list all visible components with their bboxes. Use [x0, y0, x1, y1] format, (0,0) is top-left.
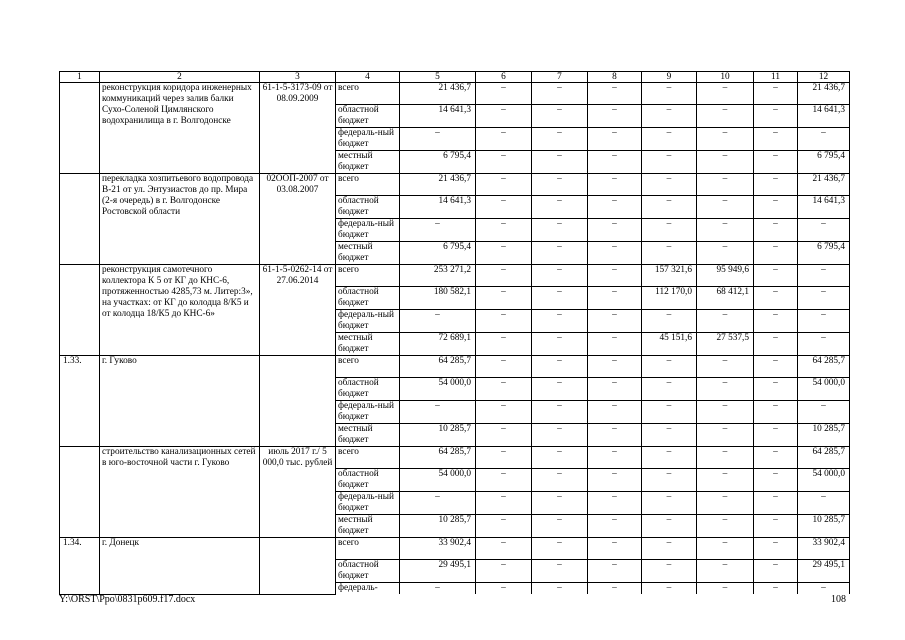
amount-cell: – [697, 515, 754, 538]
amount-cell: – [588, 174, 642, 196]
amount-cell: – [697, 378, 754, 401]
amount-cell: – [588, 378, 642, 401]
amount-cell: – [754, 151, 798, 174]
amount-cell: 95 949,6 [697, 265, 754, 287]
amount-cell: – [588, 242, 642, 265]
amount-cell: – [697, 560, 754, 583]
amount-cell: – [476, 424, 532, 447]
document-reference [260, 356, 336, 447]
amount-cell: 45 151,6 [642, 333, 697, 356]
table-row [60, 447, 850, 469]
amount-cell: – [798, 219, 850, 242]
amount-cell: 64 285,7 [798, 356, 850, 378]
amount-cell: – [697, 356, 754, 378]
amount-cell: – [642, 447, 697, 469]
amount-cell: – [400, 492, 476, 515]
item-number: 1.34. [60, 538, 100, 595]
amount-cell: – [532, 333, 588, 356]
funding-source: федераль-ный бюджет [336, 128, 400, 151]
amount-cell: 6 795,4 [400, 242, 476, 265]
amount-cell: – [754, 492, 798, 515]
funding-source: областной бюджет [336, 105, 400, 128]
funding-source: местный бюджет [336, 333, 400, 356]
column-header: 7 [532, 72, 588, 83]
amount-cell: – [754, 83, 798, 105]
amount-cell: – [532, 287, 588, 310]
amount-cell: – [532, 469, 588, 492]
object-name: реконструкция коридора инженерных коммуникаций через залив балки Сухо-Соленой Цимлянского водохранилища в г. Волгодонске [100, 83, 260, 174]
item-number: 1.33. [60, 356, 100, 447]
column-header: 9 [642, 72, 697, 83]
amount-cell: – [532, 174, 588, 196]
amount-cell: – [588, 128, 642, 151]
amount-cell: – [798, 492, 850, 515]
amount-cell: – [476, 151, 532, 174]
amount-cell: – [476, 401, 532, 424]
amount-cell: – [532, 538, 588, 560]
amount-cell: 14 641,3 [400, 105, 476, 128]
amount-cell: 68 412,1 [697, 287, 754, 310]
funding-source: местный бюджет [336, 242, 400, 265]
amount-cell: – [588, 287, 642, 310]
amount-cell: – [798, 310, 850, 333]
file-path-footer: Y:\ORST\Ppo\0831p609.f17.docx [59, 594, 196, 605]
amount-cell: – [588, 469, 642, 492]
amount-cell: – [476, 83, 532, 105]
amount-cell: 10 285,7 [798, 515, 850, 538]
amount-cell: – [697, 492, 754, 515]
amount-cell: – [400, 401, 476, 424]
amount-cell: – [588, 151, 642, 174]
amount-cell: – [642, 151, 697, 174]
item-number [60, 265, 100, 356]
document-reference: июль 2017 г./ 5 000,0 тыс. рублей [260, 447, 336, 538]
amount-cell: – [697, 583, 754, 595]
amount-cell: – [532, 401, 588, 424]
table-row [60, 83, 850, 105]
amount-cell: – [532, 356, 588, 378]
amount-cell: 6 795,4 [798, 242, 850, 265]
amount-cell: – [476, 219, 532, 242]
amount-cell: 21 436,7 [798, 83, 850, 105]
table-row [60, 356, 850, 378]
funding-source: всего [336, 447, 400, 469]
amount-cell: 14 641,3 [400, 196, 476, 219]
amount-cell: – [798, 583, 850, 595]
amount-cell: – [754, 287, 798, 310]
amount-cell: – [754, 242, 798, 265]
amount-cell: – [697, 219, 754, 242]
amount-cell: – [798, 333, 850, 356]
amount-cell: – [754, 560, 798, 583]
amount-cell: 33 902,4 [798, 538, 850, 560]
amount-cell: – [476, 515, 532, 538]
amount-cell: – [642, 196, 697, 219]
amount-cell: – [532, 219, 588, 242]
amount-cell: – [642, 515, 697, 538]
amount-cell: – [532, 265, 588, 287]
amount-cell: – [476, 287, 532, 310]
amount-cell: 54 000,0 [400, 469, 476, 492]
amount-cell: – [642, 378, 697, 401]
funding-source: федераль-ный бюджет [336, 219, 400, 242]
amount-cell: – [588, 356, 642, 378]
funding-source: областной бюджет [336, 287, 400, 310]
header-row [60, 72, 850, 83]
amount-cell: 64 285,7 [400, 356, 476, 378]
column-header: 11 [754, 72, 798, 83]
amount-cell: – [798, 265, 850, 287]
amount-cell: – [476, 469, 532, 492]
column-header: 10 [697, 72, 754, 83]
amount-cell: – [754, 538, 798, 560]
object-name: г. Донецк [100, 538, 260, 595]
amount-cell: – [642, 424, 697, 447]
amount-cell: – [642, 356, 697, 378]
funding-source: местный бюджет [336, 515, 400, 538]
amount-cell: – [754, 515, 798, 538]
amount-cell: – [642, 219, 697, 242]
amount-cell: – [532, 151, 588, 174]
amount-cell: 29 495,1 [400, 560, 476, 583]
amount-cell: – [697, 83, 754, 105]
amount-cell: – [532, 105, 588, 128]
amount-cell: – [532, 583, 588, 595]
funding-source: федераль-ный бюджет [336, 310, 400, 333]
amount-cell: – [476, 538, 532, 560]
amount-cell: 54 000,0 [798, 378, 850, 401]
amount-cell: – [642, 242, 697, 265]
column-header: 4 [336, 72, 400, 83]
budget-table [59, 71, 850, 595]
amount-cell: – [754, 333, 798, 356]
amount-cell: – [476, 560, 532, 583]
item-number [60, 447, 100, 538]
amount-cell: – [697, 424, 754, 447]
amount-cell: – [642, 128, 697, 151]
amount-cell: – [532, 378, 588, 401]
amount-cell: – [798, 287, 850, 310]
amount-cell: – [476, 492, 532, 515]
amount-cell: – [642, 310, 697, 333]
funding-source: областной бюджет [336, 378, 400, 401]
column-header: 6 [476, 72, 532, 83]
amount-cell: – [400, 219, 476, 242]
amount-cell: – [476, 333, 532, 356]
amount-cell: – [697, 174, 754, 196]
column-header: 2 [100, 72, 260, 83]
amount-cell: – [532, 128, 588, 151]
amount-cell: – [697, 196, 754, 219]
amount-cell: – [532, 83, 588, 105]
amount-cell: – [400, 128, 476, 151]
amount-cell: – [476, 265, 532, 287]
column-header: 3 [260, 72, 336, 83]
amount-cell: 72 689,1 [400, 333, 476, 356]
funding-source: всего [336, 538, 400, 560]
amount-cell: – [476, 583, 532, 595]
document-reference [260, 538, 336, 595]
amount-cell: – [476, 242, 532, 265]
amount-cell: 6 795,4 [798, 151, 850, 174]
table-row [60, 538, 850, 560]
amount-cell: – [754, 128, 798, 151]
item-number [60, 174, 100, 265]
funding-source: областной бюджет [336, 196, 400, 219]
amount-cell: – [400, 583, 476, 595]
item-number [60, 83, 100, 174]
amount-cell: – [697, 447, 754, 469]
amount-cell: – [642, 105, 697, 128]
amount-cell: – [754, 378, 798, 401]
column-header: 5 [400, 72, 476, 83]
funding-source: всего [336, 265, 400, 287]
funding-source: областной бюджет [336, 560, 400, 583]
amount-cell: 112 170,0 [642, 287, 697, 310]
amount-cell: – [588, 333, 642, 356]
amount-cell: 10 285,7 [400, 424, 476, 447]
amount-cell: – [532, 310, 588, 333]
amount-cell: 6 795,4 [400, 151, 476, 174]
document-table-wrapper [59, 71, 850, 595]
amount-cell: – [588, 447, 642, 469]
amount-cell: – [754, 310, 798, 333]
amount-cell: – [642, 174, 697, 196]
amount-cell: 29 495,1 [798, 560, 850, 583]
amount-cell: – [754, 401, 798, 424]
amount-cell: – [798, 128, 850, 151]
funding-source: областной бюджет [336, 469, 400, 492]
table-row [60, 265, 850, 287]
amount-cell: – [476, 196, 532, 219]
amount-cell: – [754, 265, 798, 287]
amount-cell: – [476, 128, 532, 151]
amount-cell: – [532, 492, 588, 515]
amount-cell: – [588, 583, 642, 595]
amount-cell: – [697, 401, 754, 424]
column-header: 8 [588, 72, 642, 83]
funding-source: местный бюджет [336, 424, 400, 447]
amount-cell: – [588, 265, 642, 287]
amount-cell: – [642, 401, 697, 424]
amount-cell: – [588, 560, 642, 583]
amount-cell: – [697, 151, 754, 174]
amount-cell: – [642, 469, 697, 492]
amount-cell: – [588, 424, 642, 447]
amount-cell: – [642, 583, 697, 595]
funding-source: федераль- [336, 583, 400, 595]
amount-cell: 14 641,3 [798, 105, 850, 128]
funding-source: всего [336, 356, 400, 378]
amount-cell: – [588, 196, 642, 219]
object-name: строительство канализационных сетей в юго-восточной части г. Гуково [100, 447, 260, 538]
funding-source: всего [336, 83, 400, 105]
amount-cell: – [754, 196, 798, 219]
amount-cell: – [642, 538, 697, 560]
amount-cell: – [476, 174, 532, 196]
amount-cell: – [697, 105, 754, 128]
amount-cell: – [532, 196, 588, 219]
amount-cell: – [642, 560, 697, 583]
funding-source: местный бюджет [336, 151, 400, 174]
amount-cell: – [588, 515, 642, 538]
amount-cell: 157 321,6 [642, 265, 697, 287]
amount-cell: – [476, 356, 532, 378]
amount-cell: 64 285,7 [400, 447, 476, 469]
amount-cell: – [754, 105, 798, 128]
amount-cell: – [400, 310, 476, 333]
amount-cell: – [476, 105, 532, 128]
amount-cell: – [754, 469, 798, 492]
document-reference: 61-1-5-3173-09 от 08.09.2009 [260, 83, 336, 174]
object-name: г. Гуково [100, 356, 260, 447]
amount-cell: 14 641,3 [798, 196, 850, 219]
amount-cell: – [532, 424, 588, 447]
amount-cell: – [476, 378, 532, 401]
amount-cell: 54 000,0 [798, 469, 850, 492]
amount-cell: – [532, 447, 588, 469]
amount-cell: – [754, 447, 798, 469]
amount-cell: – [754, 424, 798, 447]
amount-cell: – [754, 219, 798, 242]
amount-cell: – [642, 492, 697, 515]
amount-cell: 21 436,7 [798, 174, 850, 196]
funding-source: всего [336, 174, 400, 196]
amount-cell: 27 537,5 [697, 333, 754, 356]
amount-cell: – [754, 583, 798, 595]
amount-cell: – [697, 538, 754, 560]
amount-cell: – [697, 469, 754, 492]
amount-cell: – [588, 105, 642, 128]
amount-cell: 33 902,4 [400, 538, 476, 560]
amount-cell: – [588, 310, 642, 333]
amount-cell: – [588, 538, 642, 560]
document-reference: 02ООП-2007 от 03.08.2007 [260, 174, 336, 265]
amount-cell: – [588, 492, 642, 515]
amount-cell: – [798, 401, 850, 424]
amount-cell: – [697, 310, 754, 333]
object-name: перекладка хозпитьевого водопровода В-21 от ул. Энтузиастов до пр. Мира (2-я очередь) в г. Волгодонске Ростовской области [100, 174, 260, 265]
table-row [60, 174, 850, 196]
amount-cell: 21 436,7 [400, 174, 476, 196]
amount-cell: 253 271,2 [400, 265, 476, 287]
amount-cell: 180 582,1 [400, 287, 476, 310]
object-name: реконструкция самотечного коллектора К 5 от КГ до КНС-6, протяженностью 4285,73 м. Литер:3», на участках: от КГ до колодца 8/К5 и от колодца 18/К5 до КНС-6» [100, 265, 260, 356]
amount-cell: – [532, 242, 588, 265]
amount-cell: 10 285,7 [798, 424, 850, 447]
amount-cell: – [588, 83, 642, 105]
funding-source: федераль-ный бюджет [336, 401, 400, 424]
amount-cell: – [642, 83, 697, 105]
amount-cell: – [754, 174, 798, 196]
amount-cell: – [532, 560, 588, 583]
amount-cell: 64 285,7 [798, 447, 850, 469]
page-number: 108 [831, 594, 846, 605]
column-header: 1 [60, 72, 100, 83]
amount-cell: – [588, 219, 642, 242]
funding-source: федераль-ный бюджет [336, 492, 400, 515]
amount-cell: 10 285,7 [400, 515, 476, 538]
amount-cell: – [754, 356, 798, 378]
amount-cell: – [697, 128, 754, 151]
document-reference: 61-1-5-0262-14 от 27.06.2014 [260, 265, 336, 356]
amount-cell: – [476, 447, 532, 469]
column-header: 12 [798, 72, 850, 83]
amount-cell: 54 000,0 [400, 378, 476, 401]
amount-cell: – [697, 242, 754, 265]
amount-cell: 21 436,7 [400, 83, 476, 105]
amount-cell: – [532, 515, 588, 538]
amount-cell: – [588, 401, 642, 424]
amount-cell: – [476, 310, 532, 333]
